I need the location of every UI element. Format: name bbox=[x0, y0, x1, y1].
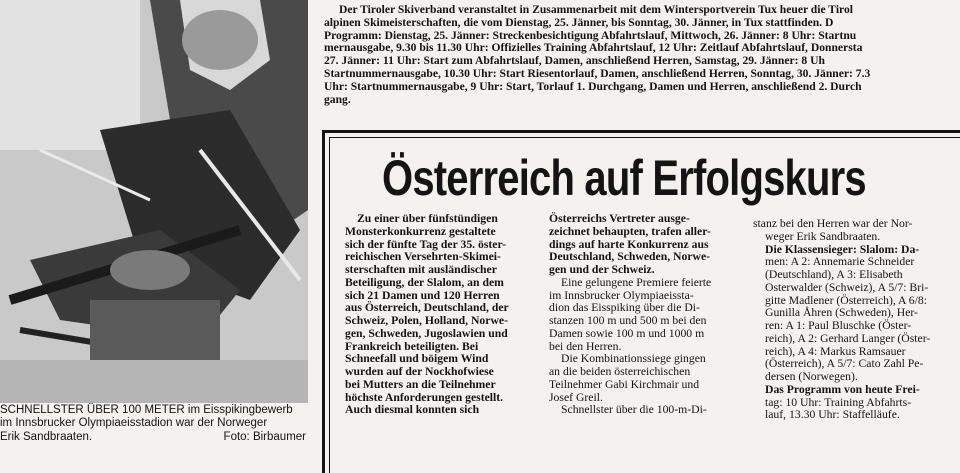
text-line: Josef Greil. bbox=[549, 390, 603, 404]
text-line: bei den Herren. bbox=[549, 339, 622, 353]
article-column-2 bbox=[549, 213, 741, 417]
text-line: Frankreich beteiligten. Bei bbox=[345, 339, 479, 353]
article-column-1 bbox=[345, 213, 537, 417]
text-line: Das Programm von heute Frei- bbox=[765, 382, 920, 396]
intro-line: alpinen Skimeisterschaften, die vom Dienstag, 25. Jänner, bis Sonntag, 30. Jänner, in Tux stattfinden. D bbox=[324, 15, 834, 29]
intro-paragraph bbox=[324, 4, 960, 106]
text-line: Schnellster über die 100-m-Di- bbox=[561, 403, 707, 417]
text-line: dersen (Norwegen). bbox=[765, 370, 858, 383]
text-line: reichischen Versehrten-Skimei- bbox=[345, 250, 501, 264]
article-column-3 bbox=[753, 218, 953, 422]
text-line: (Deutschland), A 3: Elisabeth bbox=[765, 268, 903, 281]
text-line: stanzen 100 m und 500 m bei den bbox=[549, 314, 707, 327]
text-line: gen, Schweden, Jugoslawien und bbox=[345, 326, 508, 340]
text-line: aus Österreich, Deutschland, der bbox=[345, 301, 509, 315]
text-line: gen und der Schweiz. bbox=[549, 263, 655, 276]
text-line: sich 21 Damen und 120 Herren bbox=[345, 288, 500, 302]
text-line: bei Mutters an die Teilnehmer bbox=[345, 377, 496, 391]
text-line: Die Kombinationssiege gingen bbox=[561, 352, 706, 366]
text-line: Damen sowie 100 m und 1000 m bbox=[549, 326, 705, 340]
text-line: Österreichs Vertreter ausge- bbox=[549, 212, 690, 225]
intro-line: Programm: Dienstag, 25. Jänner: Streckenbesichtigung Abfahrtslauf, Mittwoch, 26. Jänner: 8 Uhr: Startnu bbox=[324, 28, 857, 42]
text-line: wurden auf der Nockhofwiese bbox=[345, 365, 494, 378]
text-line: Die Klassensieger: Slalom: Da- bbox=[765, 242, 920, 256]
text-line: tag: 10 Uhr: Training Abfahrts- bbox=[765, 395, 912, 409]
text-line: lauf, 13.30 Uhr: Staffelläufe. bbox=[765, 408, 900, 422]
photo-credit: Foto: Birbaumer bbox=[223, 430, 306, 443]
text-line: dings auf harte Konkurrenz aus bbox=[549, 237, 709, 251]
text-line: Zu einer über fünfstündigen bbox=[357, 212, 498, 225]
sledge-rider-photo-icon bbox=[0, 0, 308, 403]
text-line: reich), A 4: Markus Ramsauer bbox=[765, 344, 906, 358]
text-line: gitte Madlener (Österreich), A 6/8: bbox=[765, 293, 927, 307]
intro-line: mernausgabe, 9.30 bis 11.30 Uhr: Offizielles Training Abfahrtslauf, 12 Uhr: Zeitlauf Abfahrtslauf, Donnersta bbox=[324, 41, 863, 55]
text-line: sterschaften mit ausländischer bbox=[345, 263, 497, 276]
text-line: Beteiligung, der Slalom, an dem bbox=[345, 275, 504, 289]
text-line: stanz bei den Herren war der Nor- bbox=[753, 217, 913, 230]
text-line: im Innsbrucker Olympiaeissta- bbox=[549, 288, 694, 302]
intro-line: Der Tiroler Skiverband veranstaltet in Zusammenarbeit mit dem Wintersportverein Tux heuer die Tirol bbox=[339, 4, 854, 16]
caption-line: SCHNELLSTER ÜBER 100 METER im Eisspikingbewerb bbox=[0, 404, 293, 416]
text-line: Gunilla Åhren (Schweden), Her- bbox=[765, 306, 918, 320]
text-line: an die beiden österreichischen bbox=[549, 365, 691, 378]
article-headline: Österreich auf Erfolgskurs bbox=[382, 150, 866, 206]
intro-line: Startnummernausgabe, 10.30 Uhr: Start Riesentorlauf, Damen, anschließend Herren, Sonntag, 30. Jänner: 7.3 bbox=[324, 66, 871, 80]
text-line: sich der fünfte Tag der 35. öster- bbox=[345, 237, 507, 251]
text-line: Teilnehmer Gabi Kirchmair und bbox=[549, 377, 700, 391]
intro-line: gang. bbox=[324, 92, 351, 106]
intro-line: Uhr: Startnummernausgabe, 9 Uhr: Start, Torlauf 1. Durchgang, Damen und Herren, anschließend 2. Durch bbox=[324, 79, 862, 93]
intro-line: 27. Jänner: 11 Uhr: Start zum Abfahrtslauf, Damen, anschließend Herren, Samstag, 29. Jänner: 8 Uh bbox=[324, 54, 825, 68]
text-line: reich), A 2: Gerhard Langer (Öster- bbox=[765, 331, 931, 345]
text-line: Deutschland, Schweden, Norwe- bbox=[549, 250, 711, 264]
photo-caption bbox=[0, 404, 318, 444]
caption-line: im Innsbrucker Olympiaeisstadion war der Norweger bbox=[0, 417, 268, 430]
text-line: men: A 2: Annemarie Schneider bbox=[765, 255, 915, 269]
text-line: weger Erik Sandbraaten. bbox=[765, 229, 881, 243]
text-line: (Österreich), A 5/7: Cato Zahl Pe- bbox=[765, 357, 924, 371]
text-line: Osterwalder (Schweiz), A 5/7: Bri- bbox=[765, 280, 929, 294]
text-line: höchste Anforderungen gestellt. bbox=[345, 390, 504, 404]
caption-line: Erik Sandbraaten. bbox=[0, 430, 93, 443]
text-line: zeichnet behaupten, trafen aller- bbox=[549, 224, 711, 238]
text-line: ren: A 1: Paul Bluschke (Öster- bbox=[765, 319, 912, 332]
text-line: dion das Eisspiking über die Di- bbox=[549, 301, 700, 315]
text-line: Auch diesmal konnten sich bbox=[345, 403, 480, 417]
text-line: Schweiz, Polen, Holland, Norwe- bbox=[345, 314, 508, 327]
article-photo bbox=[0, 0, 308, 403]
text-line: Monsterkonkurrenz gestaltete bbox=[345, 224, 496, 238]
text-line: Eine gelungene Premiere feierte bbox=[561, 275, 712, 289]
text-line: Schneefall und böigem Wind bbox=[345, 352, 489, 366]
